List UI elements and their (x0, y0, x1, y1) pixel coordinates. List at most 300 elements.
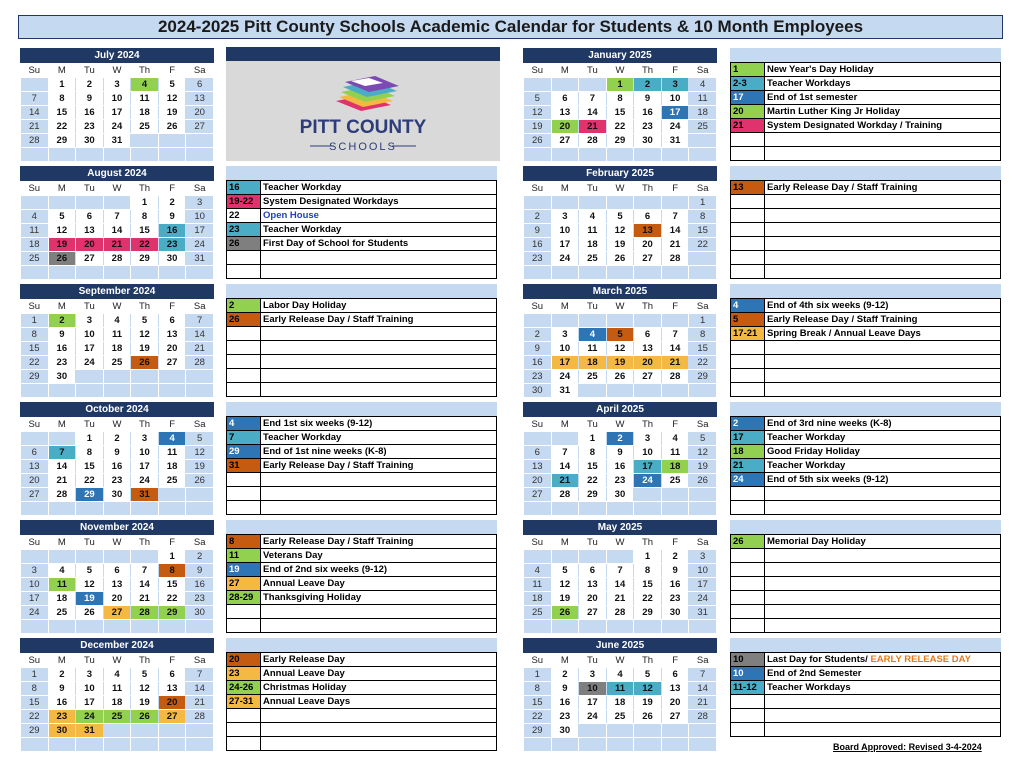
calendar-day: 4 (103, 668, 131, 682)
legend-row (227, 209, 497, 223)
calendar-day: 5 (689, 432, 717, 446)
calendar-empty-cell (103, 550, 131, 564)
calendar-empty-cell (579, 738, 607, 752)
legend-date (731, 133, 765, 147)
calendar-day: 17 (186, 224, 214, 238)
calendar-empty-cell (634, 488, 662, 502)
weekday-header: Su (524, 64, 552, 78)
legend-date: 26 (731, 535, 765, 549)
calendar-empty-cell (524, 266, 552, 280)
calendar-day: 1 (634, 550, 662, 564)
calendar-empty-cell (103, 502, 131, 516)
calendar-empty-cell (21, 148, 49, 162)
month-title: December 2024 (20, 638, 214, 653)
weekday-header: F (158, 418, 186, 432)
calendar-day: 27 (158, 710, 186, 724)
legend-date: 2 (227, 299, 261, 313)
calendar-empty-cell (186, 724, 214, 738)
calendar-day: 30 (158, 252, 186, 266)
calendar-day: 25 (48, 606, 76, 620)
calendar-day: 20 (661, 696, 689, 710)
legend-date (227, 473, 261, 487)
legend-date (731, 251, 765, 265)
legend-row (731, 355, 1001, 369)
weekday-header: Th (131, 536, 159, 550)
weekday-header: Sa (689, 536, 717, 550)
calendar-day: 7 (661, 210, 689, 224)
calendar-day: 20 (634, 238, 662, 252)
calendar-empty-cell (158, 738, 186, 752)
calendar-day: 29 (48, 134, 76, 148)
calendar-empty-cell (131, 738, 159, 752)
weekday-header: Tu (579, 654, 607, 668)
legend-row (731, 417, 1001, 431)
legend-row (731, 549, 1001, 563)
legend-description: Thanksgiving Holiday (261, 591, 497, 605)
weekday-header: M (551, 654, 579, 668)
legend-row (227, 237, 497, 251)
weekday-header: F (661, 64, 689, 78)
calendar-day: 28 (131, 606, 159, 620)
calendar-day: 19 (524, 120, 552, 134)
calendar-empty-cell (21, 432, 49, 446)
month-title: September 2024 (20, 284, 214, 299)
calendar-day: 6 (524, 446, 552, 460)
weekday-header: Tu (579, 418, 607, 432)
page-title: 2024-2025 Pitt County Schools Academic Calendar for Students & 10 Month Employees (18, 15, 1003, 39)
calendar-day: 2 (158, 196, 186, 210)
calendar-day: 1 (21, 668, 49, 682)
calendar-empty-cell (634, 196, 662, 210)
legend-row (227, 695, 497, 709)
calendar-day: 17 (76, 696, 104, 710)
legend-date (227, 605, 261, 619)
calendar-day: 1 (689, 314, 717, 328)
calendar-day: 6 (103, 564, 131, 578)
legend-description: Annual Leave Day (261, 577, 497, 591)
weekday-header: Su (524, 182, 552, 196)
legend-description (765, 383, 1001, 397)
calendar-empty-cell (21, 266, 49, 280)
calendar-day: 14 (21, 106, 49, 120)
calendar-day: 4 (661, 432, 689, 446)
calendar-day: 15 (21, 342, 49, 356)
calendar-empty-cell (524, 314, 552, 328)
calendar-empty-cell (158, 620, 186, 634)
legend-date: 28-29 (227, 591, 261, 605)
legend-row (227, 265, 497, 279)
legend-description: Annual Leave Day (261, 667, 497, 681)
legend-date (731, 695, 765, 709)
weekday-header: M (48, 182, 76, 196)
calendar-day: 10 (103, 92, 131, 106)
weekday-header: W (103, 300, 131, 314)
legend-description: Christmas Holiday (261, 681, 497, 695)
calendar-day: 18 (48, 592, 76, 606)
legend-description: Early Release Day / Staff Training (261, 313, 497, 327)
calendar-empty-cell (21, 384, 49, 398)
calendar-day: 22 (76, 474, 104, 488)
calendar-day: 9 (606, 446, 634, 460)
legend-description: Open House (261, 209, 497, 223)
calendar-day: 23 (524, 370, 552, 384)
calendar-empty-cell (186, 134, 214, 148)
legend-description (765, 133, 1001, 147)
calendar-empty-cell (579, 550, 607, 564)
legend-date: 1 (731, 63, 765, 77)
calendar-day: 30 (186, 606, 214, 620)
legend-row (731, 63, 1001, 77)
legend-row (731, 681, 1001, 695)
legend-row (227, 619, 497, 633)
calendar-day: 5 (76, 564, 104, 578)
calendar-empty-cell (661, 620, 689, 634)
weekday-header: W (606, 300, 634, 314)
calendar-day: 2 (606, 432, 634, 446)
pitt-county-schools-logo (226, 61, 500, 161)
weekday-header: M (551, 536, 579, 550)
weekday-header: F (158, 654, 186, 668)
calendar-day: 4 (579, 210, 607, 224)
weekday-header: W (606, 418, 634, 432)
calendar-day: 7 (103, 210, 131, 224)
legend-description: End of 1st nine weeks (K-8) (261, 445, 497, 459)
calendar-empty-cell (21, 78, 49, 92)
calendar-empty-cell (551, 266, 579, 280)
calendar-day: 14 (689, 682, 717, 696)
legend-row (227, 563, 497, 577)
calendar-empty-cell (76, 148, 104, 162)
legend-date (731, 383, 765, 397)
calendar-day: 24 (689, 592, 717, 606)
calendar-day: 27 (524, 488, 552, 502)
calendar-day: 1 (48, 78, 76, 92)
calendar-day: 22 (21, 356, 49, 370)
calendar-empty-cell (48, 148, 76, 162)
calendar-empty-cell (579, 724, 607, 738)
calendar-day: 9 (551, 682, 579, 696)
calendar-empty-cell (689, 266, 717, 280)
calendar-empty-cell (76, 738, 104, 752)
calendar-empty-cell (551, 550, 579, 564)
calendar-day: 13 (661, 682, 689, 696)
legend-header-bar (226, 638, 497, 652)
event-legend (226, 520, 497, 633)
legend-description (765, 369, 1001, 383)
calendar-empty-cell (103, 738, 131, 752)
calendar-day: 28 (186, 356, 214, 370)
legend-date (731, 563, 765, 577)
legend-row (731, 147, 1001, 161)
calendar-day: 15 (21, 696, 49, 710)
calendar-day: 13 (21, 460, 49, 474)
legend-row (227, 181, 497, 195)
calendar-empty-cell (131, 134, 159, 148)
calendar-day: 4 (689, 78, 717, 92)
legend-row (731, 133, 1001, 147)
calendar-empty-cell (76, 550, 104, 564)
calendar-day: 27 (103, 606, 131, 620)
calendar-day: 5 (606, 210, 634, 224)
legend-date: 23 (227, 223, 261, 237)
calendar-day: 12 (551, 578, 579, 592)
legend-date (731, 605, 765, 619)
legend-date: 18 (731, 445, 765, 459)
calendar-day: 15 (131, 224, 159, 238)
legend-row (227, 737, 497, 751)
legend-row (731, 341, 1001, 355)
calendar-empty-cell (524, 738, 552, 752)
calendar-day: 30 (551, 724, 579, 738)
calendar-day: 20 (524, 474, 552, 488)
legend-row (227, 681, 497, 695)
weekday-header: M (48, 418, 76, 432)
legend-description: End 1st six weeks (9-12) (261, 417, 497, 431)
calendar-empty-cell (48, 738, 76, 752)
weekday-header: Sa (689, 654, 717, 668)
calendar-day: 8 (606, 92, 634, 106)
weekday-header: Tu (76, 418, 104, 432)
calendar-day: 11 (606, 682, 634, 696)
calendar-day: 4 (48, 564, 76, 578)
calendar-empty-cell (634, 148, 662, 162)
calendar-day: 1 (76, 432, 104, 446)
calendar-day: 19 (48, 238, 76, 252)
legend-date (731, 501, 765, 515)
legend-description (765, 591, 1001, 605)
legend-row (227, 501, 497, 515)
calendar-day: 25 (606, 710, 634, 724)
calendar-day: 27 (21, 488, 49, 502)
weekday-header: Sa (186, 64, 214, 78)
legend-description: System Designated Workdays (261, 195, 497, 209)
calendar-day: 14 (48, 460, 76, 474)
calendar-day: 28 (606, 606, 634, 620)
legend-date: 20 (227, 653, 261, 667)
weekday-header: W (103, 418, 131, 432)
legend-header-bar (730, 48, 1001, 62)
legend-description: Early Release Day / Staff Training (261, 535, 497, 549)
legend-description: Spring Break / Annual Leave Days (765, 327, 1001, 341)
calendar-day: 10 (579, 682, 607, 696)
legend-description (261, 369, 497, 383)
logo-line-1: PITT COUNTY (299, 117, 427, 138)
weekday-header: F (661, 418, 689, 432)
calendar-day: 21 (606, 592, 634, 606)
weekday-header: F (158, 182, 186, 196)
calendar-day: 12 (606, 342, 634, 356)
calendar-day: 10 (634, 446, 662, 460)
event-legend (730, 48, 1001, 161)
calendar-day: 12 (76, 578, 104, 592)
calendar-day: 7 (186, 314, 214, 328)
calendar-day: 30 (48, 724, 76, 738)
calendar-day: 4 (158, 432, 186, 446)
legend-row (227, 653, 497, 667)
month-calendar (523, 520, 717, 634)
calendar-day: 18 (131, 106, 159, 120)
calendar-day: 16 (158, 224, 186, 238)
weekday-header: Tu (76, 536, 104, 550)
calendar-day: 15 (48, 106, 76, 120)
calendar-empty-cell (76, 502, 104, 516)
calendar-day: 18 (661, 460, 689, 474)
calendar-day: 2 (634, 78, 662, 92)
calendar-empty-cell (131, 502, 159, 516)
calendar-day: 24 (186, 238, 214, 252)
calendar-day: 10 (21, 578, 49, 592)
legend-date (731, 223, 765, 237)
calendar-day: 18 (103, 342, 131, 356)
legend-description: End of 2nd six weeks (9-12) (261, 563, 497, 577)
calendar-day: 13 (158, 682, 186, 696)
legend-date: 27-31 (227, 695, 261, 709)
month-title: May 2025 (523, 520, 717, 535)
calendar-day: 27 (551, 134, 579, 148)
calendar-empty-cell (103, 196, 131, 210)
calendar-day: 22 (634, 592, 662, 606)
weekday-header: Tu (76, 654, 104, 668)
weekday-header: Su (21, 654, 49, 668)
legend-row (731, 445, 1001, 459)
calendar-empty-cell (551, 148, 579, 162)
calendar-day: 13 (186, 92, 214, 106)
calendar-day: 15 (158, 578, 186, 592)
weekday-header: Th (131, 654, 159, 668)
legend-date (227, 265, 261, 279)
legend-description: Early Release Day (261, 653, 497, 667)
calendar-day: 26 (524, 134, 552, 148)
calendar-day: 23 (606, 474, 634, 488)
calendar-empty-cell (689, 148, 717, 162)
legend-row (227, 667, 497, 681)
legend-description (765, 709, 1001, 723)
calendar-day: 16 (606, 460, 634, 474)
weekday-header: Th (131, 182, 159, 196)
legend-date: 16 (227, 181, 261, 195)
legend-description: End of 2nd Semester (765, 667, 1001, 681)
calendar-empty-cell (76, 384, 104, 398)
calendar-day: 20 (551, 120, 579, 134)
legend-row (227, 327, 497, 341)
calendar-day: 9 (48, 328, 76, 342)
legend-row (227, 369, 497, 383)
weekday-header: Sa (186, 300, 214, 314)
calendar-day: 14 (579, 106, 607, 120)
calendar-empty-cell (661, 266, 689, 280)
calendar-day: 29 (21, 370, 49, 384)
calendar-day: 1 (131, 196, 159, 210)
legend-row (227, 709, 497, 723)
legend-description: Labor Day Holiday (261, 299, 497, 313)
legend-date (227, 709, 261, 723)
calendar-day: 27 (76, 252, 104, 266)
legend-date: 4 (731, 299, 765, 313)
calendar-day: 3 (103, 78, 131, 92)
calendar-empty-cell (21, 502, 49, 516)
weekday-header: Su (524, 300, 552, 314)
calendar-day: 1 (606, 78, 634, 92)
calendar-day: 2 (524, 210, 552, 224)
calendar-day: 26 (131, 356, 159, 370)
calendar-day: 24 (579, 710, 607, 724)
calendar-day: 11 (524, 578, 552, 592)
calendar-day: 19 (606, 238, 634, 252)
calendar-empty-cell (551, 196, 579, 210)
logo-line-2: SCHOOLS (329, 141, 397, 153)
legend-date: 26 (227, 237, 261, 251)
calendar-day: 11 (21, 224, 49, 238)
calendar-empty-cell (579, 620, 607, 634)
month-calendar (523, 284, 717, 398)
legend-row (227, 591, 497, 605)
calendar-empty-cell (579, 314, 607, 328)
calendar-day: 25 (579, 252, 607, 266)
calendar-day: 1 (689, 196, 717, 210)
legend-header-bar (730, 284, 1001, 298)
weekday-header: F (661, 300, 689, 314)
calendar-day: 21 (186, 696, 214, 710)
calendar-day: 15 (634, 578, 662, 592)
calendar-empty-cell (551, 620, 579, 634)
event-legend (730, 402, 1001, 515)
calendar-day: 2 (551, 668, 579, 682)
calendar-empty-cell (131, 620, 159, 634)
calendar-empty-cell (131, 724, 159, 738)
calendar-day: 22 (21, 710, 49, 724)
calendar-day: 29 (131, 252, 159, 266)
legend-row (227, 473, 497, 487)
weekday-header: Sa (689, 64, 717, 78)
month-calendar (20, 402, 214, 516)
calendar-empty-cell (661, 314, 689, 328)
calendar-day: 19 (689, 460, 717, 474)
calendar-day: 22 (579, 474, 607, 488)
weekday-header: Su (21, 536, 49, 550)
calendar-day: 21 (21, 120, 49, 134)
legend-description: Annual Leave Days (261, 695, 497, 709)
legend-row (731, 709, 1001, 723)
legend-row (731, 695, 1001, 709)
legend-description: Teacher Workdays (765, 681, 1001, 695)
calendar-empty-cell (551, 78, 579, 92)
calendar-day: 3 (21, 564, 49, 578)
calendar-day: 14 (103, 224, 131, 238)
calendar-day: 17 (579, 696, 607, 710)
legend-row (731, 105, 1001, 119)
calendar-empty-cell (158, 502, 186, 516)
calendar-day: 26 (158, 120, 186, 134)
calendar-day: 13 (158, 328, 186, 342)
weekday-header: Th (131, 64, 159, 78)
calendar-day: 9 (186, 564, 214, 578)
calendar-empty-cell (103, 148, 131, 162)
legend-header-bar (730, 520, 1001, 534)
calendar-day: 12 (689, 446, 717, 460)
calendar-empty-cell (524, 620, 552, 634)
calendar-day: 10 (661, 92, 689, 106)
legend-row (731, 313, 1001, 327)
legend-description: Teacher Workday (261, 223, 497, 237)
calendar-day: 4 (606, 668, 634, 682)
legend-description (765, 563, 1001, 577)
legend-row (731, 209, 1001, 223)
calendar-day: 29 (76, 488, 104, 502)
calendar-day: 7 (131, 564, 159, 578)
calendar-empty-cell (21, 620, 49, 634)
calendar-day: 9 (524, 224, 552, 238)
calendar-day: 4 (103, 314, 131, 328)
